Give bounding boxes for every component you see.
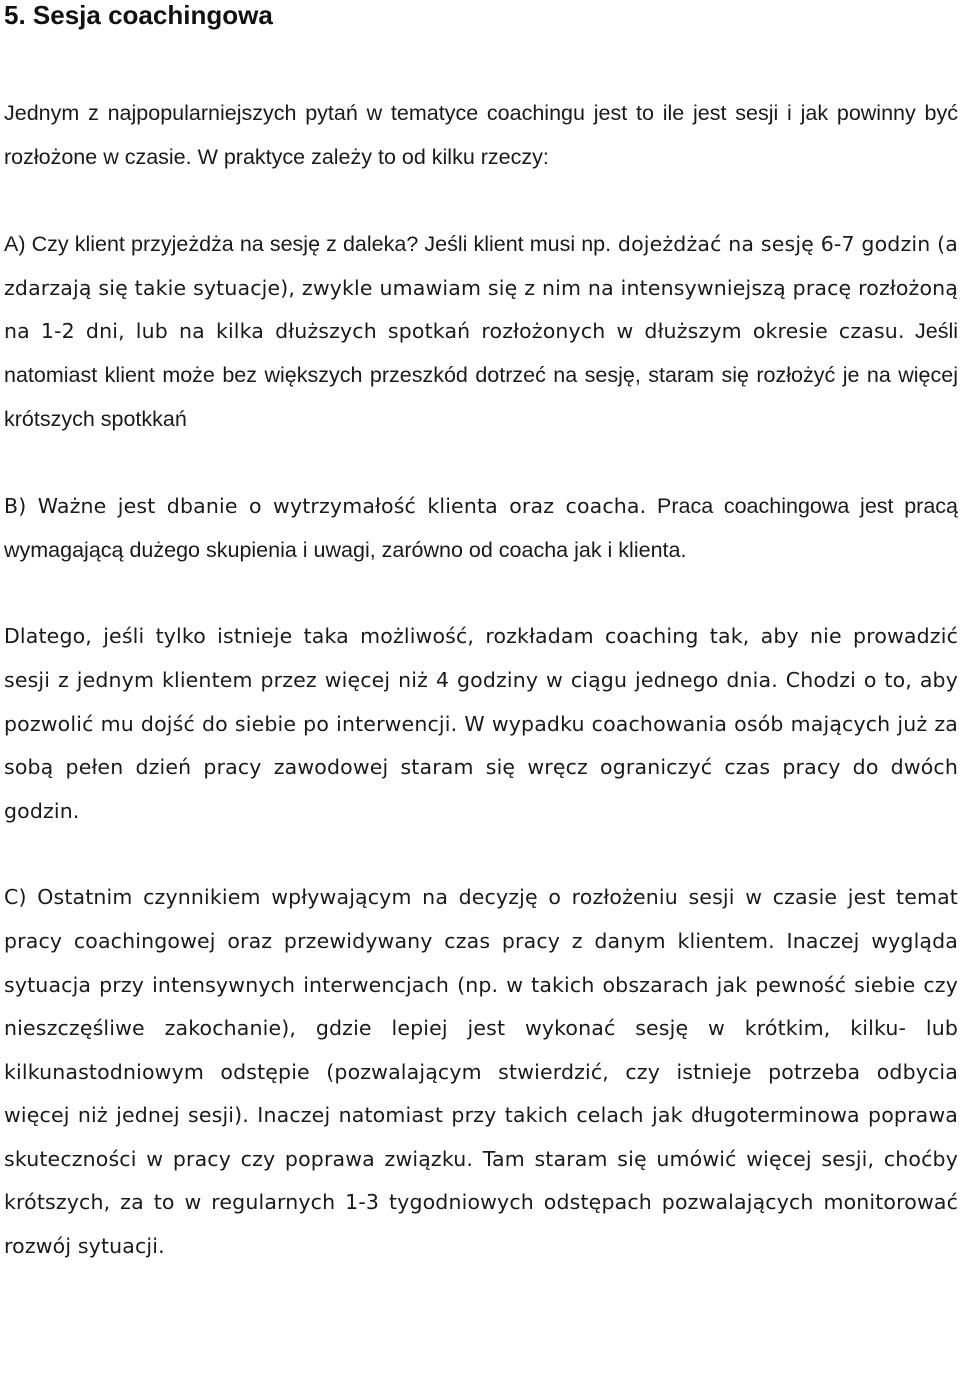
point-a-text-3: Jeśli natomiast klient może bez większych przeszkód dotrzeć na sesję, staram się rozłożyć je na więcej krótszych spotkkań bbox=[4, 319, 959, 431]
point-b-text-2: Praca coachingowa jest pracą wymagającą dużego skupienia i uwagi, zarówno od coacha jak i klienta. bbox=[4, 494, 958, 562]
point-a-text-1: A) Czy klient przyjeżdża na sesję z daleka? Jeśli klient musi np. bbox=[4, 232, 612, 257]
dlatego-paragraph: Dlatego, jeśli tylko istnieje taka możliwość, rozkładam coaching tak, aby nie prowadzić sesji z jednym klientem przez więcej niż 4 godziny w ciągu jednego dnia. Chodzi o to, aby pozwolić mu dojść do siebie po interwencji. W wypadku coachowania osób mających już za sobą pełen dzień pracy zawodowej staram się wręcz ograniczyć czas pracy do dwóch godzin. bbox=[4, 624, 958, 823]
point-b-paragraph bbox=[4, 485, 958, 572]
intro-paragraph: Jednym z najpopularniejszych pytań w tematyce coachingu jest to ile jest sesji i jak powinny być rozłożone w czasie. W praktyce zależy to od kilku rzeczy: bbox=[4, 101, 958, 169]
document-page bbox=[4, 0, 958, 1269]
point-a-text-2: dojeżdżać na sesję 6-7 godzin (a zdarzają się takie sytuacje), zwykle umawiam się z nim na intensywniejszą pracę rozłożoną na 1-2 dni, lub na kilka dłuższych spotkań rozłożonych w dłuższym okresie czasu. bbox=[4, 232, 958, 344]
point-b-text-1: B) Ważne jest dbanie o wytrzymałość klienta oraz coacha. bbox=[4, 494, 647, 519]
point-c-paragraph: C) Ostatnim czynnikiem wpływającym na decyzję o rozłożeniu sesji w czasie jest temat pracy coachingowej oraz przewidywany czas pracy z danym klientem. Inaczej wygląda sytuacja przy intensywnych interwencjach (np. w takich obszarach jak pewność siebie czy nieszczęśliwe zakochanie), gdzie lepiej jest wykonać sesję w krótkim, kilku- lub kilkunastodniowym odstępie (pozwalającym stwierdzić, czy istnieje potrzeba odbycia więcej niż jednej sesji). Inaczej natomiast przy takich celach jak długoterminowa poprawa skuteczności w pracy czy poprawa związku. Tam staram się umówić więcej sesji, choćby krótszych, za to w regularnych 1-3 tygodniowych odstępach pozwalających monitorować rozwój sytuacji. bbox=[4, 885, 958, 1259]
section-heading: 5. Sesja coachingowa bbox=[4, 0, 273, 30]
point-a-paragraph bbox=[4, 223, 958, 441]
